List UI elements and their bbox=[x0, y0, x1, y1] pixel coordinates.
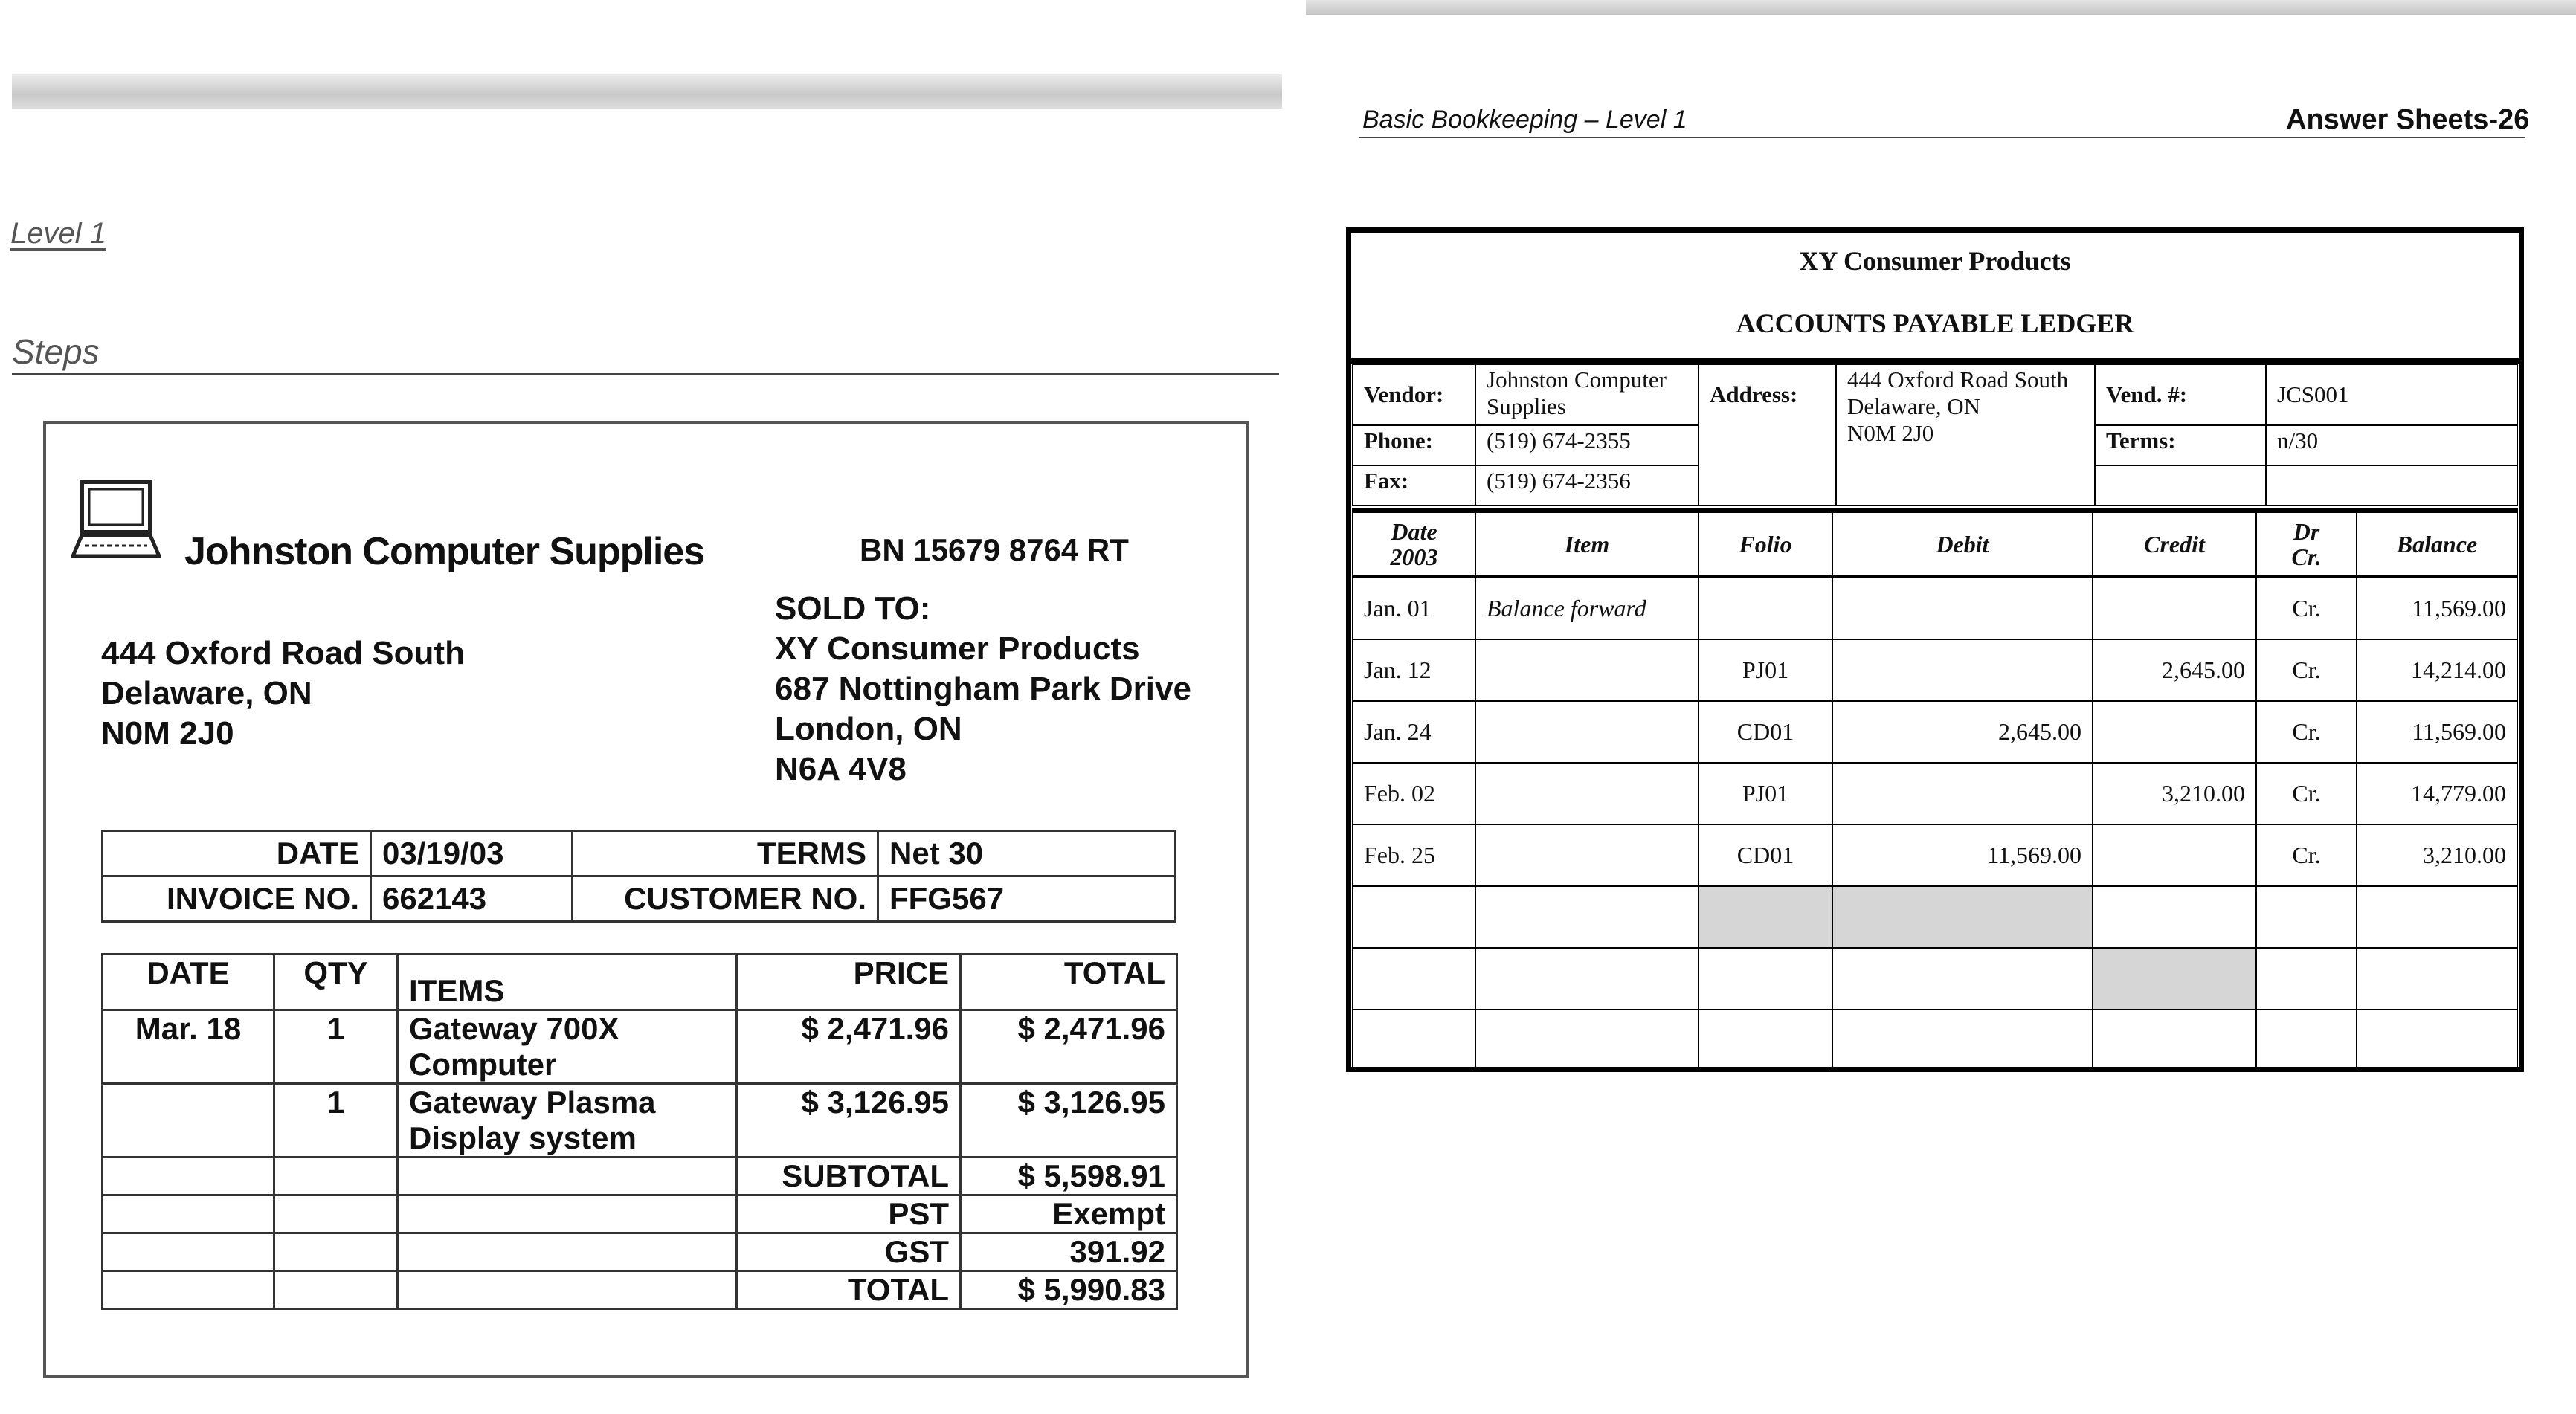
address-value bbox=[1836, 364, 2095, 506]
address-line: 444 Oxford Road South bbox=[101, 635, 465, 671]
column-header: DATE bbox=[103, 955, 274, 1010]
terms-label: Terms: bbox=[2095, 425, 2266, 465]
row-date: Jan. 24 bbox=[1353, 701, 1475, 763]
phone-value: (519) 674-2355 bbox=[1475, 425, 1698, 465]
item-date: Mar. 18 bbox=[103, 1010, 274, 1084]
summary-value: $ 5,990.83 bbox=[961, 1271, 1177, 1309]
column-header bbox=[1353, 511, 1475, 578]
row-folio: CD01 bbox=[1698, 701, 1832, 763]
summary-row bbox=[103, 1271, 1177, 1309]
address-line: 444 Oxford Road South bbox=[1847, 367, 2069, 393]
row-item bbox=[1475, 763, 1698, 824]
address-line: N0M 2J0 bbox=[1847, 420, 1934, 446]
customer-no-label: CUSTOMER NO. bbox=[573, 877, 878, 922]
business-number: BN 15679 8764 RT bbox=[860, 532, 1129, 567]
item-price: $ 3,126.95 bbox=[737, 1084, 961, 1158]
empty-row bbox=[1353, 886, 2517, 948]
page-header-title: Basic Bookkeeping – Level 1 bbox=[1362, 106, 1687, 134]
row-date: Jan. 01 bbox=[1353, 577, 1475, 639]
row-balance: 3,210.00 bbox=[2357, 824, 2517, 886]
vendor-value bbox=[1475, 364, 1698, 425]
invoice-date: 03/19/03 bbox=[371, 831, 573, 877]
row-credit bbox=[2093, 577, 2256, 639]
summary-label: PST bbox=[737, 1195, 961, 1233]
row-drcr: Cr. bbox=[2256, 763, 2357, 824]
row-debit bbox=[1832, 763, 2093, 824]
vendor-line: Johnston Computer bbox=[1487, 367, 1667, 393]
invoice-number: 662143 bbox=[371, 877, 573, 922]
summary-row bbox=[103, 1158, 1177, 1195]
address-line: Delaware, ON bbox=[101, 675, 312, 711]
summary-row bbox=[103, 1195, 1177, 1233]
row-balance: 11,569.00 bbox=[2357, 577, 2517, 639]
table-row bbox=[1353, 701, 2517, 763]
item-line: Gateway Plasma bbox=[409, 1085, 656, 1120]
row-debit bbox=[1832, 639, 2093, 701]
sold-to-block bbox=[775, 589, 1191, 790]
summary-label: GST bbox=[737, 1233, 961, 1271]
sold-to-line: London, ON bbox=[775, 711, 962, 747]
row-date: Jan. 12 bbox=[1353, 639, 1475, 701]
item-line: Computer bbox=[409, 1047, 557, 1082]
row-credit: 2,645.00 bbox=[2093, 639, 2256, 701]
column-header: Debit bbox=[1832, 511, 2093, 578]
item-price: $ 2,471.96 bbox=[737, 1010, 961, 1084]
column-header: PRICE bbox=[737, 955, 961, 1010]
column-header: QTY bbox=[274, 955, 398, 1010]
row-balance: 11,569.00 bbox=[2357, 701, 2517, 763]
row-credit: 3,210.00 bbox=[2093, 763, 2256, 824]
summary-label: TOTAL bbox=[737, 1271, 961, 1309]
terms-label: TERMS bbox=[573, 831, 878, 877]
item-date bbox=[103, 1084, 274, 1158]
column-header: TOTAL bbox=[961, 955, 1177, 1010]
column-header bbox=[2256, 511, 2357, 578]
item-total: $ 2,471.96 bbox=[961, 1010, 1177, 1084]
row-folio: PJ01 bbox=[1698, 639, 1832, 701]
row-date: Feb. 25 bbox=[1353, 824, 1475, 886]
invoice-no-label: INVOICE NO. bbox=[103, 877, 371, 922]
header-line: Cr. bbox=[2291, 543, 2322, 570]
item-total: $ 3,126.95 bbox=[961, 1084, 1177, 1158]
row-credit bbox=[2093, 824, 2256, 886]
ledger-table bbox=[1352, 508, 2518, 1072]
invoice-terms: Net 30 bbox=[878, 831, 1176, 877]
table-row bbox=[103, 1010, 1177, 1084]
vendor-name: Johnston Computer Supplies bbox=[184, 530, 705, 573]
summary-value: Exempt bbox=[961, 1195, 1177, 1233]
fax-label: Fax: bbox=[1353, 465, 1475, 506]
header-line: 2003 bbox=[1390, 543, 1438, 570]
page-header-number: Answer Sheets-26 bbox=[2286, 104, 2530, 135]
summary-value: 391.92 bbox=[961, 1233, 1177, 1271]
row-credit bbox=[2093, 701, 2256, 763]
vend-no-label: Vend. #: bbox=[2095, 364, 2266, 425]
row-drcr: Cr. bbox=[2256, 639, 2357, 701]
sold-to-line: 687 Nottingham Park Drive bbox=[775, 671, 1191, 707]
item-qty: 1 bbox=[274, 1010, 398, 1084]
page-top-shade-bar bbox=[1306, 0, 2576, 15]
vend-no-value: JCS001 bbox=[2266, 364, 2517, 425]
row-drcr: Cr. bbox=[2256, 824, 2357, 886]
column-header: ITEMS bbox=[398, 955, 737, 1010]
ledger-company: XY Consumer Products bbox=[1799, 246, 2071, 276]
row-balance: 14,779.00 bbox=[2357, 763, 2517, 824]
summary-row bbox=[103, 1233, 1177, 1271]
item-description bbox=[398, 1010, 737, 1084]
invoice-items-table bbox=[101, 953, 1178, 1310]
row-folio: CD01 bbox=[1698, 824, 1832, 886]
row-debit: 2,645.00 bbox=[1832, 701, 2093, 763]
vendor-address bbox=[101, 633, 465, 754]
item-description bbox=[398, 1084, 737, 1158]
level-title: Level 1 bbox=[10, 217, 106, 250]
section-title: Steps bbox=[12, 332, 100, 371]
table-row bbox=[1353, 763, 2517, 824]
address-label: Address: bbox=[1698, 364, 1836, 506]
empty-row bbox=[1353, 948, 2517, 1010]
sold-to-line: XY Consumer Products bbox=[775, 630, 1140, 667]
address-line: N0M 2J0 bbox=[101, 715, 234, 752]
row-drcr: Cr. bbox=[2256, 701, 2357, 763]
vendor-info-table bbox=[1352, 364, 2518, 506]
fax-value: (519) 674-2356 bbox=[1475, 465, 1698, 506]
ledger-title: ACCOUNTS PAYABLE LEDGER bbox=[1736, 309, 2134, 338]
row-date: Feb. 02 bbox=[1353, 763, 1475, 824]
row-item bbox=[1475, 639, 1698, 701]
table-row bbox=[1353, 577, 2517, 639]
computer-icon bbox=[71, 479, 161, 565]
section-divider bbox=[12, 373, 1279, 375]
row-item: Balance forward bbox=[1475, 577, 1698, 639]
column-header: Folio bbox=[1698, 511, 1832, 578]
vendor-label: Vendor: bbox=[1353, 364, 1475, 425]
header-line: Date bbox=[1391, 518, 1437, 545]
customer-number: FFG567 bbox=[878, 877, 1176, 922]
empty-row bbox=[1353, 1010, 2517, 1071]
summary-label: SUBTOTAL bbox=[737, 1158, 961, 1195]
column-header: Credit bbox=[2093, 511, 2256, 578]
sold-to-line: N6A 4V8 bbox=[775, 751, 907, 787]
phone-label: Phone: bbox=[1353, 425, 1475, 465]
table-row bbox=[1353, 824, 2517, 886]
sold-to-label: SOLD TO: bbox=[775, 590, 931, 627]
column-header: Balance bbox=[2357, 511, 2517, 578]
header-divider bbox=[1359, 137, 2525, 138]
summary-value: $ 5,598.91 bbox=[961, 1158, 1177, 1195]
row-item bbox=[1475, 701, 1698, 763]
row-folio bbox=[1698, 577, 1832, 639]
date-label: DATE bbox=[103, 831, 371, 877]
table-row bbox=[1353, 639, 2517, 701]
item-qty: 1 bbox=[274, 1084, 398, 1158]
item-line: Gateway 700X bbox=[409, 1011, 619, 1046]
row-debit: 11,569.00 bbox=[1832, 824, 2093, 886]
row-item bbox=[1475, 824, 1698, 886]
vendor-line: Supplies bbox=[1487, 393, 1566, 419]
column-header: Item bbox=[1475, 511, 1698, 578]
row-balance: 14,214.00 bbox=[2357, 639, 2517, 701]
row-debit bbox=[1832, 577, 2093, 639]
address-line: Delaware, ON bbox=[1847, 393, 1981, 419]
header-line: Dr bbox=[2293, 518, 2320, 545]
row-drcr: Cr. bbox=[2256, 577, 2357, 639]
invoice-meta-table bbox=[101, 830, 1176, 923]
ledger-title-divider bbox=[1346, 358, 2524, 364]
page-top-shade-bar bbox=[12, 74, 1282, 109]
terms-value: n/30 bbox=[2266, 425, 2517, 465]
table-row bbox=[103, 1084, 1177, 1158]
item-line: Display system bbox=[409, 1120, 637, 1155]
row-folio: PJ01 bbox=[1698, 763, 1832, 824]
